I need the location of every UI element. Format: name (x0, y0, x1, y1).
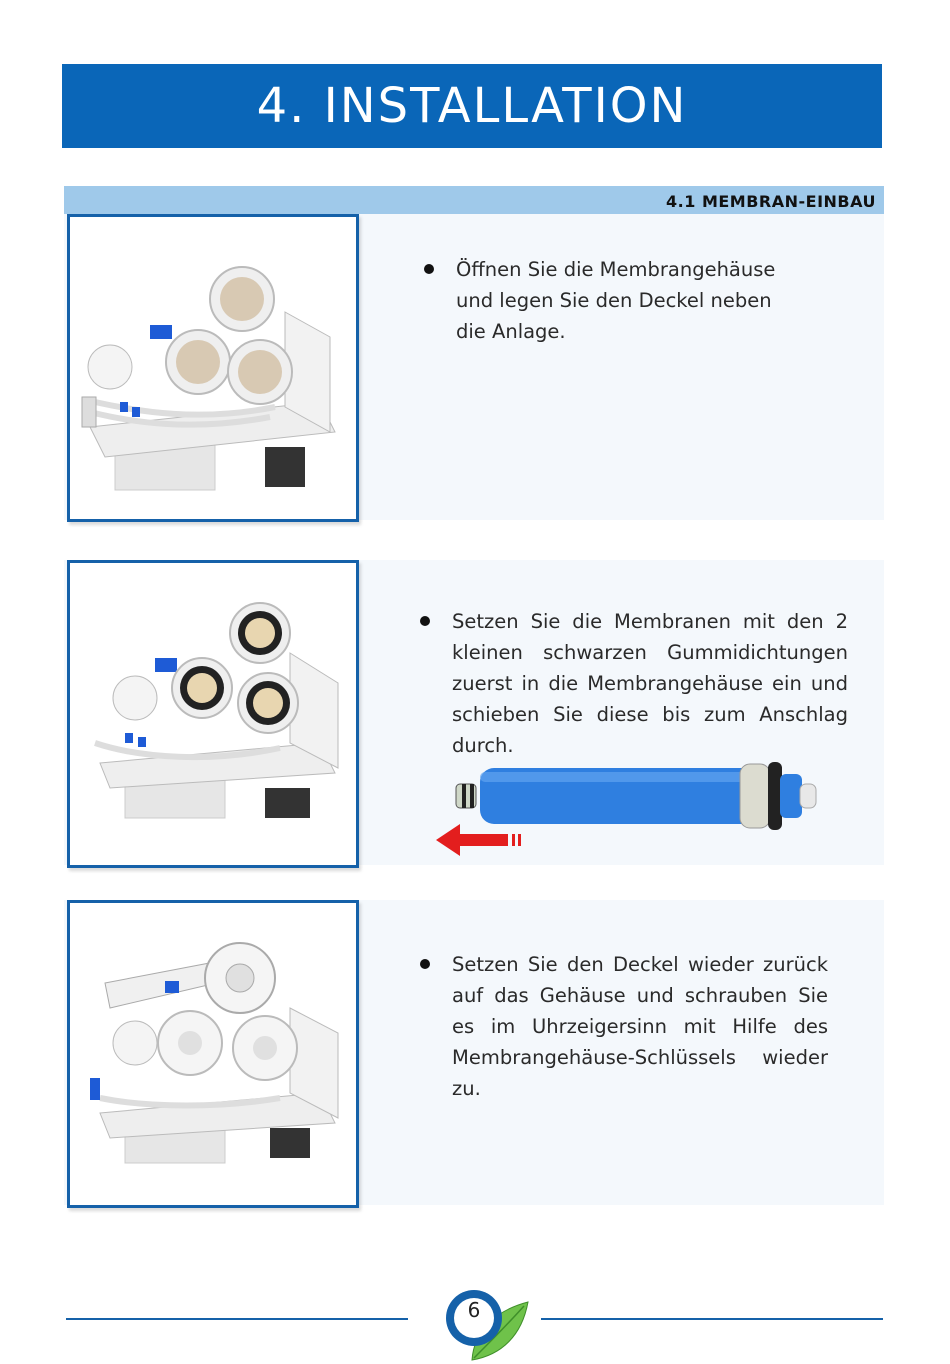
step-3-text: Setzen Sie den Deckel wieder zurück auf das Gehäuse und schrauben Sie es im Uhrzeigersinn mit Hilfe des Membrangehäuse-Schlüssels wieder zu. (452, 953, 828, 1100)
filter-unit-membranes-illustration (70, 563, 356, 865)
step-1-photo (67, 214, 359, 522)
insert-direction-arrow-icon (436, 824, 521, 856)
page-number-badge (446, 1290, 502, 1346)
step-2-text-block (452, 606, 848, 761)
section-heading-bar (64, 186, 884, 214)
step-2-text: Setzen Sie die Membranen mit den 2 kleinen schwarzen Gummidichtungen zuerst in die Membrangehäuse ein und schieben Sie diese bis zum Anschlag durch. (452, 610, 848, 757)
step-3-text-block (452, 949, 828, 1104)
page-title-bar (62, 64, 882, 148)
footer-line-right (541, 1318, 883, 1320)
filter-unit-closed-with-wrench-illustration (70, 903, 356, 1205)
page-number: 6 (467, 1298, 481, 1322)
membrane-insertion-illustration (430, 760, 830, 860)
page-title: 4. INSTALLATION (256, 78, 688, 134)
step-1-text-block (456, 254, 796, 347)
step-1-text: Öffnen Sie die Membrangehäuse und legen Sie den Deckel neben die Anlage. (456, 258, 776, 343)
membrane-cartridge-icon (456, 762, 816, 830)
bullet-icon (424, 264, 434, 274)
footer-line-left (66, 1318, 408, 1320)
section-heading: 4.1 MEMBRAN-EINBAU (666, 192, 876, 211)
filter-unit-open-illustration (70, 217, 356, 519)
bullet-icon (420, 616, 430, 626)
step-3-photo (67, 900, 359, 1208)
bullet-icon (420, 959, 430, 969)
step-2-photo (67, 560, 359, 868)
